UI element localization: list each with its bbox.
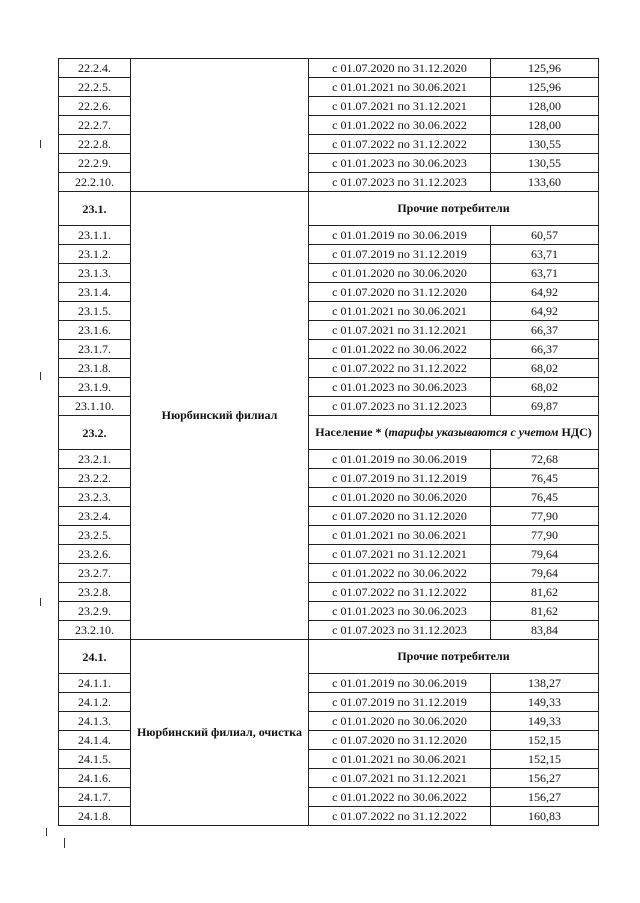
row-number: 23.1.4. xyxy=(59,283,131,302)
row-number: 22.2.10. xyxy=(59,173,131,192)
row-number: 24.1.8. xyxy=(59,807,131,826)
row-number: 23.2.4. xyxy=(59,507,131,526)
period-cell: с 01.01.2019 по 30.06.2019 xyxy=(309,226,491,245)
period-cell: с 01.07.2020 по 31.12.2020 xyxy=(309,283,491,302)
row-number: 24.1.1. xyxy=(59,674,131,693)
period-cell: с 01.07.2020 по 31.12.2020 xyxy=(309,731,491,750)
tariff-value: 77,90 xyxy=(491,507,599,526)
period-cell: с 01.07.2020 по 31.12.2020 xyxy=(309,59,491,78)
row-number: 23.1.8. xyxy=(59,359,131,378)
row-number: 24.1.7. xyxy=(59,788,131,807)
row-number: 23.1.2. xyxy=(59,245,131,264)
section-number: 23.1. xyxy=(59,192,131,226)
tariff-value: 130,55 xyxy=(491,154,599,173)
tariff-value: 68,02 xyxy=(491,378,599,397)
tariff-value: 125,96 xyxy=(491,78,599,97)
branch-name xyxy=(131,59,309,192)
row-number: 23.1.10. xyxy=(59,397,131,416)
tariff-value: 156,27 xyxy=(491,788,599,807)
period-cell: с 01.01.2022 по 30.06.2022 xyxy=(309,340,491,359)
section-title xyxy=(309,640,599,674)
section-number: 24.1. xyxy=(59,640,131,674)
period-cell: с 01.07.2019 по 31.12.2019 xyxy=(309,245,491,264)
period-cell: с 01.07.2023 по 31.12.2023 xyxy=(309,173,491,192)
row-number: 22.2.4. xyxy=(59,59,131,78)
period-cell: с 01.01.2020 по 30.06.2020 xyxy=(309,712,491,731)
row-number: 23.2.2. xyxy=(59,469,131,488)
period-cell: с 01.01.2022 по 30.06.2022 xyxy=(309,564,491,583)
section-title xyxy=(309,192,599,226)
row-number: 23.1.3. xyxy=(59,264,131,283)
tariff-value: 68,02 xyxy=(491,359,599,378)
tariff-value: 64,92 xyxy=(491,283,599,302)
tariff-value: 128,00 xyxy=(491,116,599,135)
period-cell: с 01.07.2021 по 31.12.2021 xyxy=(309,769,491,788)
period-cell: с 01.01.2020 по 30.06.2020 xyxy=(309,264,491,283)
period-cell: с 01.07.2021 по 31.12.2021 xyxy=(309,321,491,340)
section-title-text: Население * ( xyxy=(315,425,389,439)
period-cell: с 01.01.2019 по 30.06.2019 xyxy=(309,450,491,469)
row-number: 23.2.8. xyxy=(59,583,131,602)
section-header-row xyxy=(59,192,599,226)
tariff-value: 125,96 xyxy=(491,59,599,78)
row-number: 22.2.6. xyxy=(59,97,131,116)
row-number: 22.2.5. xyxy=(59,78,131,97)
table-row xyxy=(59,59,599,78)
row-number: 24.1.3. xyxy=(59,712,131,731)
row-number: 22.2.8. xyxy=(59,135,131,154)
period-cell: с 01.01.2023 по 30.06.2023 xyxy=(309,378,491,397)
period-cell: с 01.07.2022 по 31.12.2022 xyxy=(309,135,491,154)
row-number: 24.1.4. xyxy=(59,731,131,750)
period-cell: с 01.01.2021 по 30.06.2021 xyxy=(309,78,491,97)
scan-mark xyxy=(40,140,41,148)
section-title-text: Прочие потребители xyxy=(397,201,510,215)
period-cell: с 01.01.2021 по 30.06.2021 xyxy=(309,750,491,769)
scan-mark xyxy=(40,372,41,380)
tariff-value: 63,71 xyxy=(491,264,599,283)
row-number: 24.1.2. xyxy=(59,693,131,712)
period-cell: с 01.07.2019 по 31.12.2019 xyxy=(309,693,491,712)
tariff-value: 130,55 xyxy=(491,135,599,154)
section-number: 23.2. xyxy=(59,416,131,450)
tariff-value: 64,92 xyxy=(491,302,599,321)
row-number: 23.1.9. xyxy=(59,378,131,397)
scan-mark xyxy=(46,828,47,836)
period-cell: с 01.01.2022 по 30.06.2022 xyxy=(309,116,491,135)
period-cell: с 01.01.2021 по 30.06.2021 xyxy=(309,302,491,321)
row-number: 23.2.5. xyxy=(59,526,131,545)
row-number: 24.1.5. xyxy=(59,750,131,769)
tariff-value: 63,71 xyxy=(491,245,599,264)
tariff-value: 69,87 xyxy=(491,397,599,416)
tariff-value: 79,64 xyxy=(491,564,599,583)
tariff-value: 60,57 xyxy=(491,226,599,245)
period-cell: с 01.01.2019 по 30.06.2019 xyxy=(309,674,491,693)
period-cell: с 01.07.2022 по 31.12.2022 xyxy=(309,359,491,378)
period-cell: с 01.07.2021 по 31.12.2021 xyxy=(309,97,491,116)
tariff-value: 152,15 xyxy=(491,750,599,769)
tariff-table-body xyxy=(59,59,599,826)
row-number: 23.2.9. xyxy=(59,602,131,621)
period-cell: с 01.07.2021 по 31.12.2021 xyxy=(309,545,491,564)
tariff-value: 81,62 xyxy=(491,583,599,602)
row-number: 23.1.5. xyxy=(59,302,131,321)
scan-mark xyxy=(64,838,65,848)
row-number: 23.2.7. xyxy=(59,564,131,583)
row-number: 23.1.7. xyxy=(59,340,131,359)
period-cell: с 01.01.2021 по 30.06.2021 xyxy=(309,526,491,545)
period-cell: с 01.07.2019 по 31.12.2019 xyxy=(309,469,491,488)
tariff-value: 79,64 xyxy=(491,545,599,564)
tariff-value: 128,00 xyxy=(491,97,599,116)
branch-name: Нюрбинский филиал xyxy=(131,192,309,640)
row-number: 23.2.1. xyxy=(59,450,131,469)
row-number: 23.2.10. xyxy=(59,621,131,640)
row-number: 23.1.6. xyxy=(59,321,131,340)
tariff-value: 72,68 xyxy=(491,450,599,469)
scan-mark xyxy=(40,598,41,606)
tariff-value: 81,62 xyxy=(491,602,599,621)
tariff-value: 149,33 xyxy=(491,693,599,712)
period-cell: с 01.01.2023 по 30.06.2023 xyxy=(309,154,491,173)
tariff-value: 156,27 xyxy=(491,769,599,788)
tariff-table xyxy=(58,58,599,826)
tariff-value: 133,60 xyxy=(491,173,599,192)
tariff-value: 152,15 xyxy=(491,731,599,750)
row-number: 23.1.1. xyxy=(59,226,131,245)
tariff-value: 76,45 xyxy=(491,469,599,488)
section-title-text: Прочие потребители xyxy=(397,649,510,663)
section-title-note: тарифы указываются с учетом xyxy=(388,425,559,439)
period-cell: с 01.07.2023 по 31.12.2023 xyxy=(309,397,491,416)
period-cell: с 01.07.2022 по 31.12.2022 xyxy=(309,807,491,826)
tariff-value: 77,90 xyxy=(491,526,599,545)
tariff-value: 160,83 xyxy=(491,807,599,826)
branch-name: Нюрбинский филиал, очистка xyxy=(131,640,309,826)
section-title xyxy=(309,416,599,450)
row-number: 22.2.9. xyxy=(59,154,131,173)
tariff-value: 138,27 xyxy=(491,674,599,693)
tariff-value: 66,37 xyxy=(491,321,599,340)
period-cell: с 01.01.2022 по 30.06.2022 xyxy=(309,788,491,807)
tariff-value: 83,84 xyxy=(491,621,599,640)
tariff-value: 149,33 xyxy=(491,712,599,731)
period-cell: с 01.01.2023 по 30.06.2023 xyxy=(309,602,491,621)
period-cell: с 01.07.2022 по 31.12.2022 xyxy=(309,583,491,602)
row-number: 23.2.6. xyxy=(59,545,131,564)
row-number: 23.2.3. xyxy=(59,488,131,507)
period-cell: с 01.01.2020 по 30.06.2020 xyxy=(309,488,491,507)
section-header-row xyxy=(59,640,599,674)
row-number: 22.2.7. xyxy=(59,116,131,135)
period-cell: с 01.07.2023 по 31.12.2023 xyxy=(309,621,491,640)
tariff-value: 76,45 xyxy=(491,488,599,507)
row-number: 24.1.6. xyxy=(59,769,131,788)
period-cell: с 01.07.2020 по 31.12.2020 xyxy=(309,507,491,526)
tariff-value: 66,37 xyxy=(491,340,599,359)
section-title-end: НДС) xyxy=(558,425,592,439)
